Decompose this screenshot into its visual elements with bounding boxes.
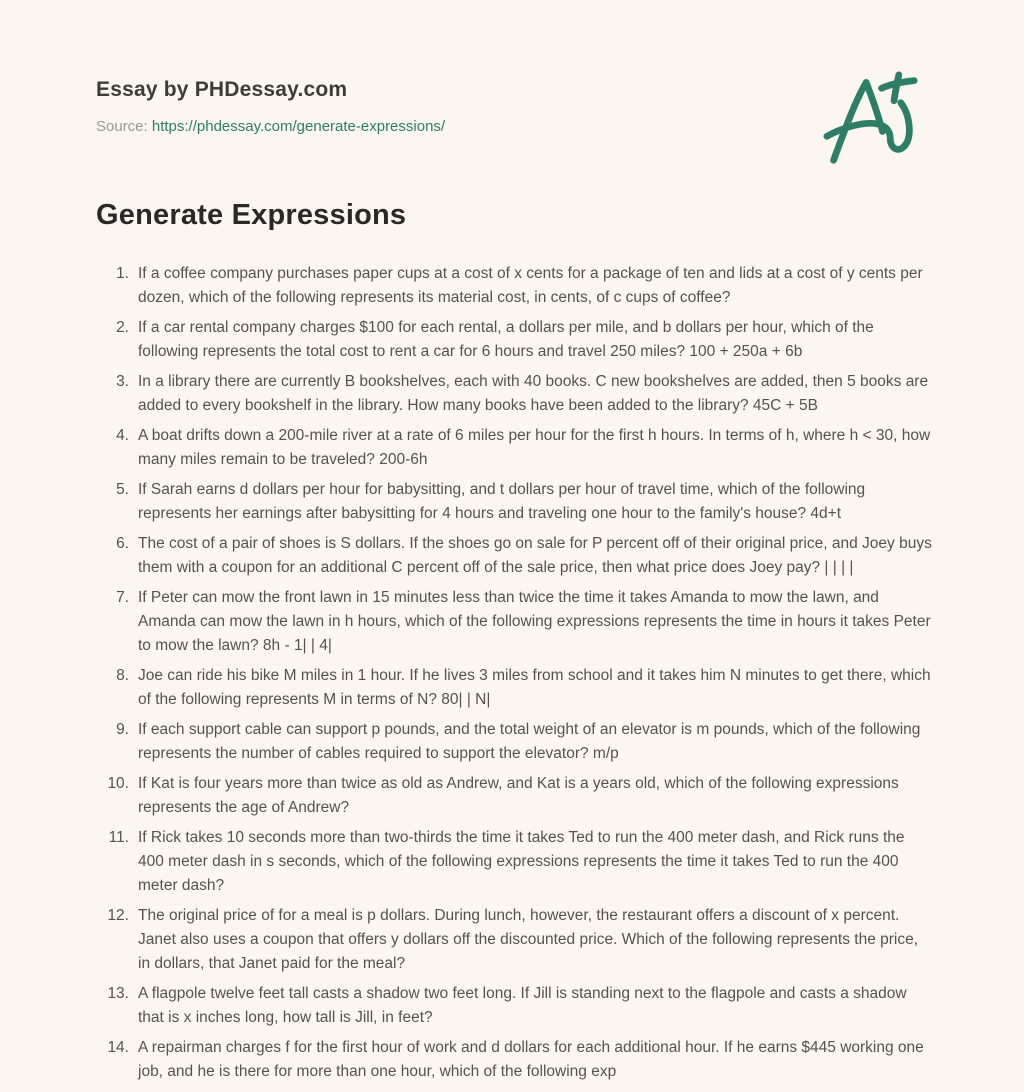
list-item [96, 370, 932, 418]
source-line [96, 118, 928, 135]
list-item-text: If Peter can mow the front lawn in 15 minutes less than twice the time it takes Amanda to mow the lawn, and Amanda can mow the lawn in h hours, which of the following expressions represents the time in hours it takes Peter to mow the lawn? 8h - 1| | 4| [138, 589, 931, 654]
list-item-number: 4. [116, 427, 129, 444]
question-list [96, 262, 932, 1084]
list-item-number: 12. [107, 907, 129, 924]
site-title: Essay by PHDessay.com [96, 78, 348, 101]
list-item-text: If a car rental company charges $100 for each rental, a dollars per mile, and b dollars per hour, which of the following represents the total cost to rent a car for 6 hours and travel 250 miles? 100 + 250a + 6b [138, 319, 874, 360]
list-item [96, 718, 932, 766]
list-item [96, 904, 932, 976]
list-item [96, 982, 932, 1030]
list-item [96, 664, 932, 712]
list-item-number: 1. [116, 265, 129, 282]
list-item-number: 13. [107, 985, 129, 1002]
list-item-text: In a library there are currently B bookshelves, each with 40 books. C new bookshelves are added, then 5 books are added to every bookshelf in the library. How many books have been added to the library? 45C + 5B [138, 373, 929, 414]
list-item-text: If Kat is four years more than twice as old as Andrew, and Kat is a years old, which of the following expressions represents the age of Andrew? [138, 775, 899, 816]
list-item [96, 424, 932, 472]
list-item-text: If a coffee company purchases paper cups at a cost of x cents for a package of ten and lids at a cost of y cents per dozen, which of the following represents its material cost, in cents, of c cups of coffee? [138, 265, 923, 306]
list-item [96, 586, 932, 658]
list-item [96, 478, 932, 526]
list-item-text: The cost of a pair of shoes is S dollars. If the shoes go on sale for P percent off of their original price, and Joey buys them with a coupon for an additional C percent off of the sale price, then what price does Joey pay? | | | | [138, 535, 932, 576]
list-item-text: The original price of for a meal is p dollars. During lunch, however, the restaurant offers a discount of x percent. Janet also uses a coupon that offers y dollars off the discounted price. Which of the following represents the price, in dollars, that Janet paid for the meal? [138, 907, 919, 972]
list-item [96, 532, 932, 580]
list-item-text: Joe can ride his bike M miles in 1 hour. If he lives 3 miles from school and it takes him N minutes to get there, which of the following represents M in terms of N? 80| | N| [138, 667, 931, 708]
list-item [96, 772, 932, 820]
a-plus-logo-icon [823, 70, 919, 168]
list-item-number: 6. [116, 535, 129, 552]
source-label: Source: [96, 118, 148, 135]
list-item-number: 3. [116, 373, 129, 390]
list-item-number: 5. [116, 481, 129, 498]
list-item-number: 8. [116, 667, 129, 684]
list-item [96, 1036, 932, 1084]
list-item-text: If Rick takes 10 seconds more than two-thirds the time it takes Ted to run the 400 meter dash, and Rick runs the 400 meter dash in s seconds, which of the following expressions represents the time it takes Ted to run the 400 meter dash? [138, 829, 905, 894]
list-item-text: A repairman charges f for the first hour of work and d dollars for each additional hour. If he earns $445 working one job, and he is there for more than one hour, which of the following exp [138, 1039, 924, 1080]
list-item-number: 7. [116, 589, 129, 606]
list-item [96, 826, 932, 898]
list-item-number: 9. [116, 721, 129, 738]
list-item-number: 2. [116, 319, 129, 336]
list-item-number: 11. [108, 829, 129, 846]
list-item [96, 262, 932, 310]
list-item-number: 10. [107, 775, 129, 792]
source-link[interactable]: https://phdessay.com/generate-expressions/ [151, 118, 446, 135]
list-item-text: If each support cable can support p pounds, and the total weight of an elevator is m pounds, which of the following represents the number of cables required to support the elevator? m/p [138, 721, 921, 762]
list-item-number: 14. [107, 1039, 129, 1056]
list-item-text: A boat drifts down a 200-mile river at a rate of 6 miles per hour for the first h hours. In terms of h, where h < 30, how many miles remain to be traveled? 200-6h [138, 427, 931, 468]
list-item-text: A flagpole twelve feet tall casts a shadow two feet long. If Jill is standing next to the flagpole and casts a shadow that is x inches long, how tall is Jill, in feet? [138, 985, 907, 1026]
list-item-text: If Sarah earns d dollars per hour for babysitting, and t dollars per hour of travel time, which of the following represents her earnings after babysitting for 4 hours and traveling one hour to the family's house? 4d+t [138, 481, 866, 522]
list-item [96, 316, 932, 364]
page-title: Generate Expressions [96, 199, 407, 231]
